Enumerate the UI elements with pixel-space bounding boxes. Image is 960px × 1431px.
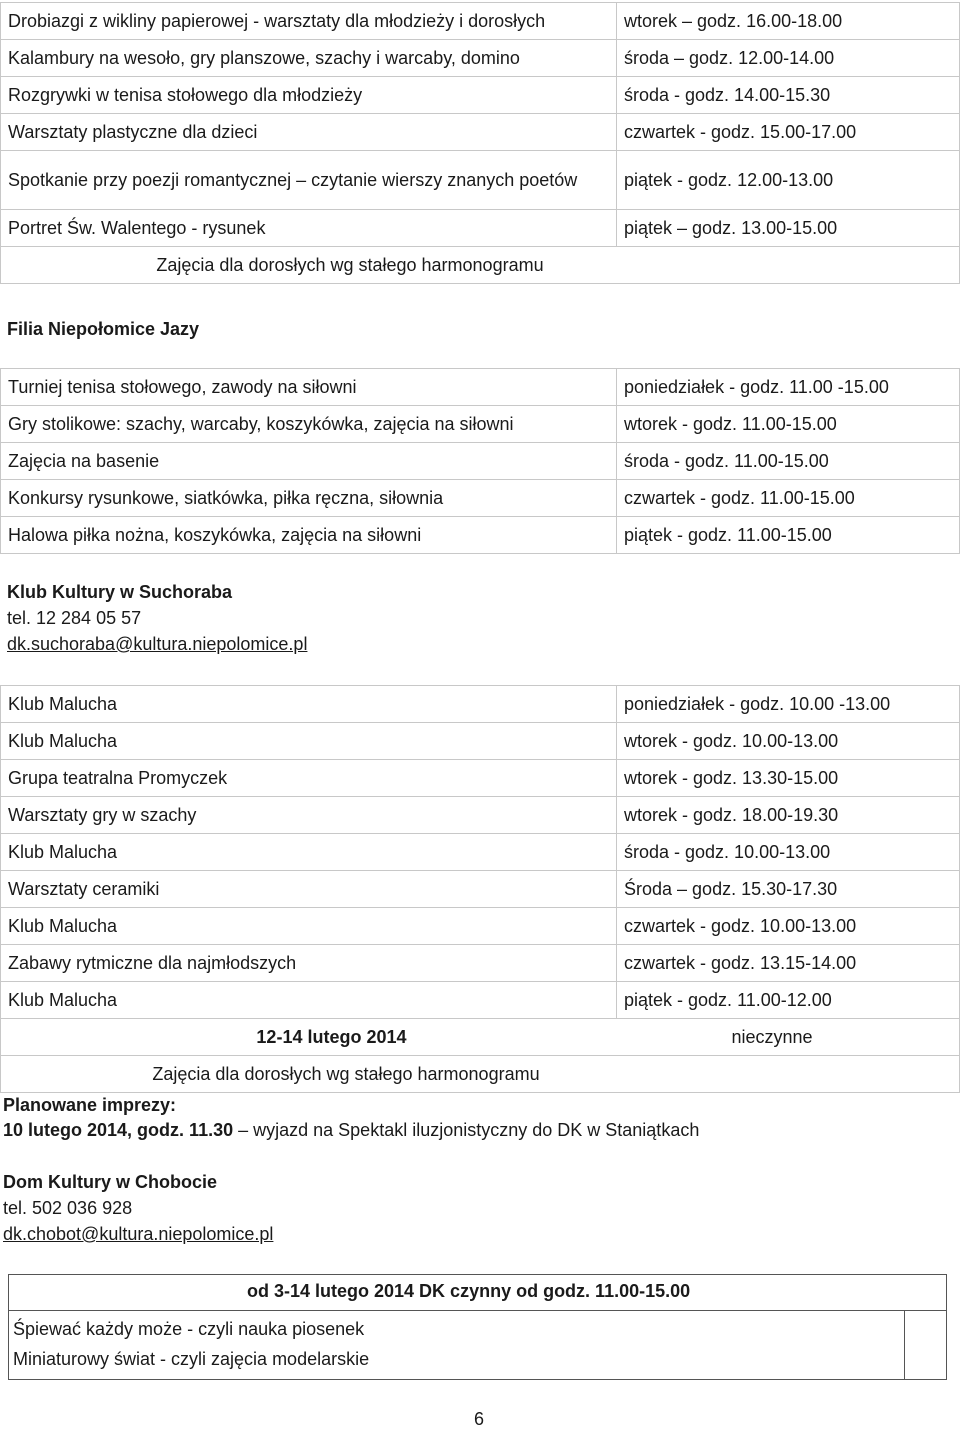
phone-number: tel. 502 036 928 [3, 1198, 133, 1218]
planned-event-text: – wyjazd na Spektakl iluzjonistyczny do DK w Staniątkach [233, 1120, 700, 1140]
time-cell: wtorek – godz. 16.00-18.00 [617, 3, 960, 40]
table-row [1, 247, 960, 284]
page-number: 6 [474, 1409, 485, 1429]
table-row [1, 908, 960, 945]
table-row [1, 151, 960, 210]
schedule-table-top [0, 2, 960, 284]
activity-cell: Zajęcia na basenie [1, 443, 617, 480]
activity-cell: Spotkanie przy poezji romantycznej – czytanie wierszy znanych poetów [1, 151, 617, 210]
time-cell: piątek - godz. 11.00-15.00 [617, 517, 960, 554]
activity-cell: Gry stolikowe: szachy, warcaby, koszykówka, zajęcia na siłowni [1, 406, 617, 443]
activity-cell: Warsztaty ceramiki [1, 871, 617, 908]
activity-cell: Portret Św. Walentego - rysunek [1, 210, 617, 247]
activity-cell: Turniej tenisa stołowego, zawody na siłowni [1, 369, 617, 406]
time-cell: środa - godz. 11.00-15.00 [617, 443, 960, 480]
planned-event [3, 1118, 699, 1143]
table-row [1, 982, 960, 1019]
time-cell: piątek - godz. 11.00-12.00 [617, 982, 960, 1019]
activity-cell: Rozgrywki w tenisa stołowego dla młodzieży [1, 77, 617, 114]
section-title-suchoraba: Klub Kultury w Suchoraba [7, 582, 233, 602]
time-cell: czwartek - godz. 10.00-13.00 [617, 908, 960, 945]
activity-cell: Warsztaty gry w szachy [1, 797, 617, 834]
activity-cell: Klub Malucha [1, 908, 617, 945]
time-cell: wtorek - godz. 10.00-13.00 [617, 723, 960, 760]
section-title-chobot: Dom Kultury w Chobocie [3, 1172, 218, 1192]
activity-cell: Drobiazgi z wikliny papierowej - warsztaty dla młodzieży i dorosłych [1, 3, 617, 40]
activity-cell: Zabawy rytmiczne dla najmłodszych [1, 945, 617, 982]
table-row [1, 686, 960, 723]
time-cell: środa - godz. 14.00-15.30 [617, 77, 960, 114]
table-row [1, 797, 960, 834]
planned-event-date: 10 lutego 2014, godz. 11.30 [3, 1120, 234, 1140]
closed-label: nieczynne [617, 1019, 960, 1056]
table-row [1, 369, 960, 406]
box-list [9, 1311, 905, 1379]
time-cell: wtorek - godz. 18.00-19.30 [617, 797, 960, 834]
table-row [1, 406, 960, 443]
activity-cell: Klub Malucha [1, 982, 617, 1019]
time-cell: czwartek - godz. 15.00-17.00 [617, 114, 960, 151]
activity-cell: Warsztaty plastyczne dla dzieci [1, 114, 617, 151]
table-row [1, 760, 960, 797]
adult-schedule-note: Zajęcia dla dorosłych wg stałego harmonogramu [1, 247, 960, 284]
activity-cell: Klub Malucha [1, 723, 617, 760]
section-title-jazy: Filia Niepołomice Jazy [7, 319, 200, 339]
list-item: Miniaturowy świat - czyli zajęcia modelarskie [13, 1349, 370, 1369]
table-row [1, 871, 960, 908]
closed-dates: 12-14 lutego 2014 [1, 1019, 617, 1056]
time-cell: Środa – godz. 15.30-17.30 [617, 871, 960, 908]
time-cell: czwartek - godz. 11.00-15.00 [617, 480, 960, 517]
table-row [1, 945, 960, 982]
schedule-table-jazy [0, 368, 960, 554]
phone-number: tel. 12 284 05 57 [7, 608, 142, 628]
time-cell: czwartek - godz. 13.15-14.00 [617, 945, 960, 982]
table-row [1, 210, 960, 247]
activity-cell: Konkursy rysunkowe, siatkówka, piłka ręczna, siłownia [1, 480, 617, 517]
activity-cell: Kalambury na wesoło, gry planszowe, szachy i warcaby, domino [1, 40, 617, 77]
box-header-row [9, 1275, 946, 1311]
time-cell: środa – godz. 12.00-14.00 [617, 40, 960, 77]
chobot-info-box [8, 1274, 947, 1380]
time-cell: piątek - godz. 12.00-13.00 [617, 151, 960, 210]
table-row [1, 1056, 960, 1093]
table-row [1, 40, 960, 77]
table-row [1, 3, 960, 40]
activity-cell: Klub Malucha [1, 834, 617, 871]
list-item: Śpiewać każdy może - czyli nauka piosenek [13, 1319, 365, 1339]
activity-cell: Grupa teatralna Promyczek [1, 760, 617, 797]
schedule-table-suchoraba [0, 685, 960, 1093]
activity-cell: Klub Malucha [1, 686, 617, 723]
time-cell: środa - godz. 10.00-13.00 [617, 834, 960, 871]
time-cell: wtorek - godz. 11.00-15.00 [617, 406, 960, 443]
planned-events-title: Planowane imprezy: [3, 1095, 177, 1115]
table-row [1, 114, 960, 151]
table-row [1, 1019, 960, 1056]
table-row [1, 517, 960, 554]
email-link[interactable]: dk.suchoraba@kultura.niepolomice.pl [7, 634, 308, 654]
time-cell: poniedziałek - godz. 10.00 -13.00 [617, 686, 960, 723]
table-row [1, 443, 960, 480]
table-row [1, 723, 960, 760]
table-row [1, 480, 960, 517]
time-cell: piątek – godz. 13.00-15.00 [617, 210, 960, 247]
time-cell: wtorek - godz. 13.30-15.00 [617, 760, 960, 797]
activity-cell: Halowa piłka nożna, koszykówka, zajęcia na siłowni [1, 517, 617, 554]
adult-schedule-note: Zajęcia dla dorosłych wg stałego harmonogramu [1, 1056, 960, 1093]
box-header: od 3-14 lutego 2014 DK czynny od godz. 11.00-15.00 [247, 1281, 691, 1301]
email-link[interactable]: dk.chobot@kultura.niepolomice.pl [3, 1224, 274, 1244]
table-row [1, 77, 960, 114]
table-row [1, 834, 960, 871]
time-cell: poniedziałek - godz. 11.00 -15.00 [617, 369, 960, 406]
